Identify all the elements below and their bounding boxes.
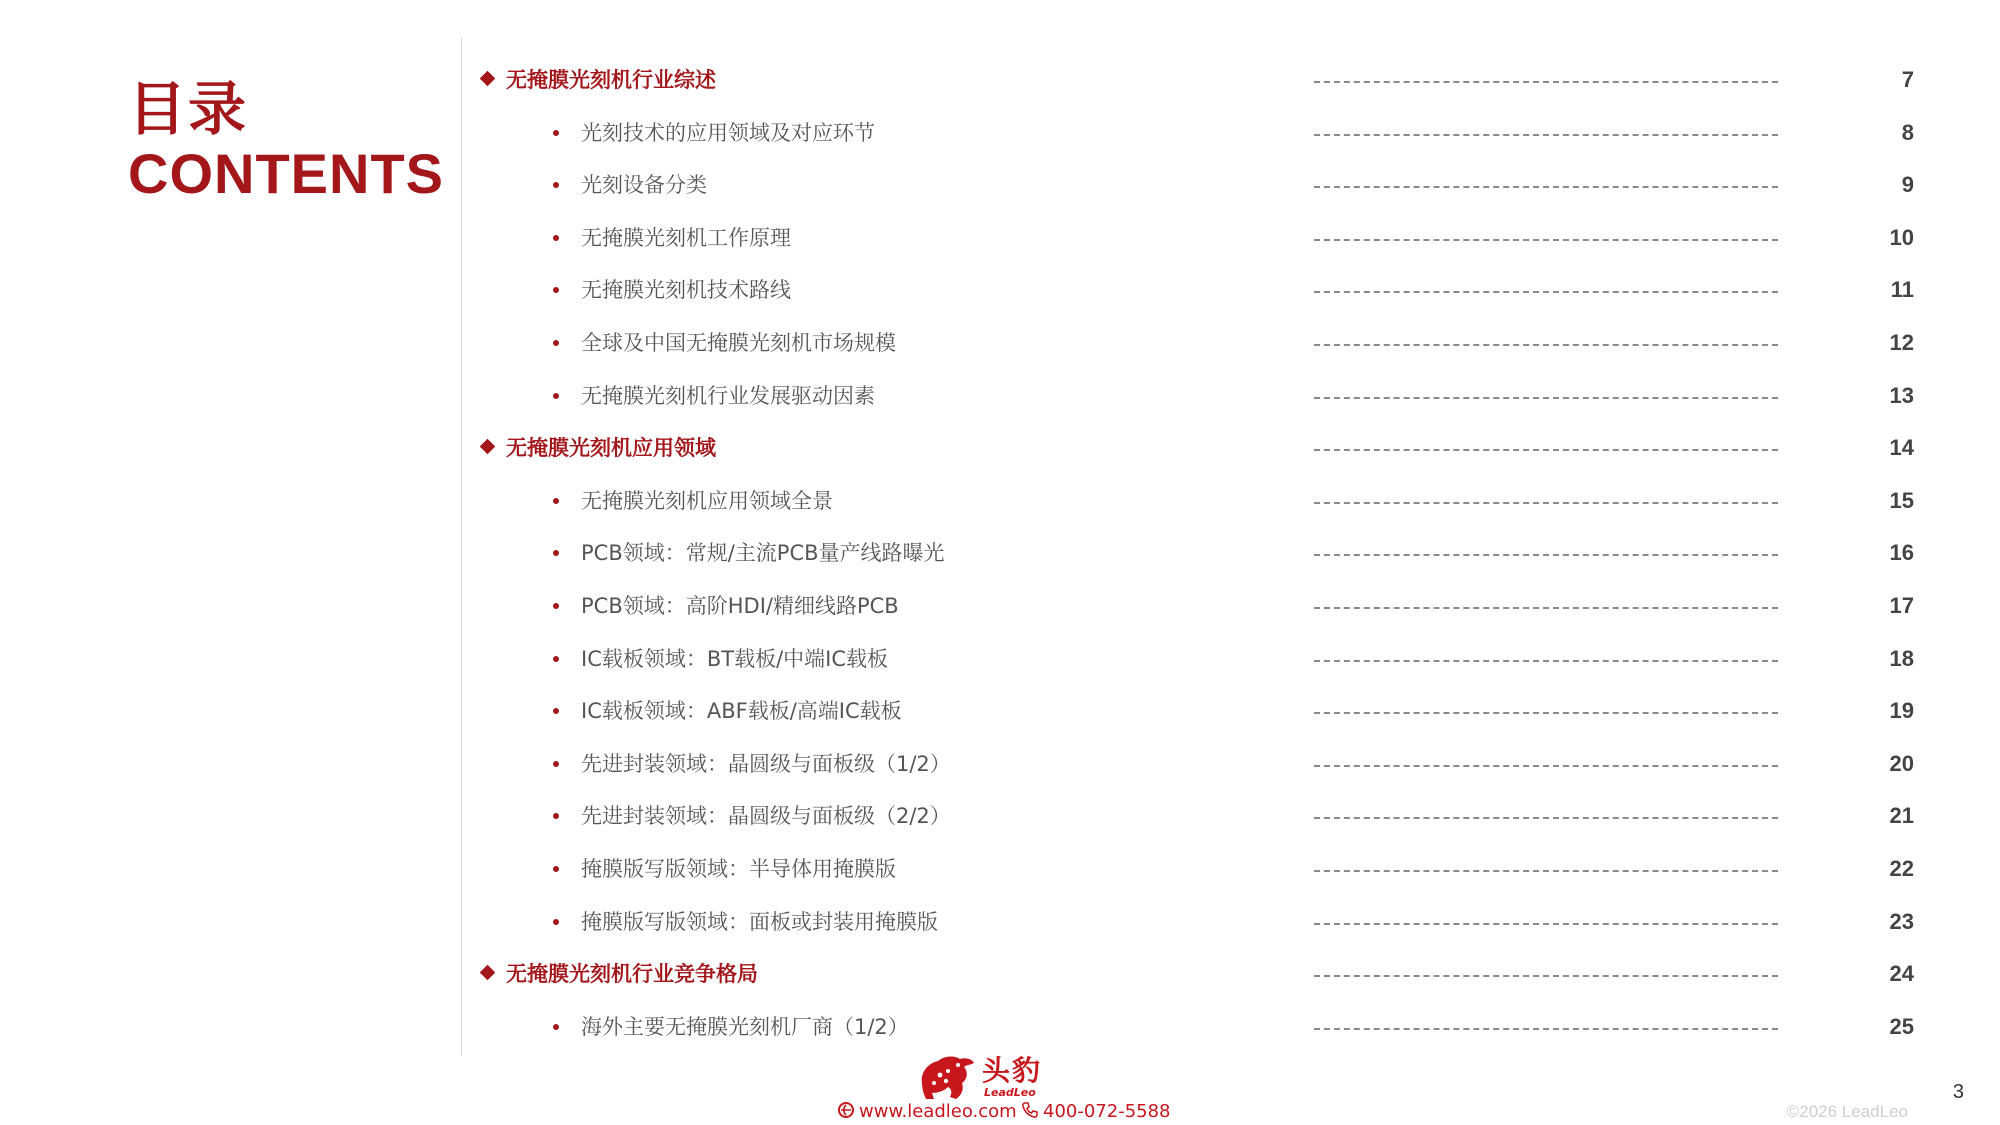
dotted-leader <box>1314 712 1778 714</box>
toc-page-number: 13 <box>1889 382 1914 408</box>
dot-bullet-icon <box>553 393 559 399</box>
dot-bullet-icon <box>553 182 559 188</box>
website-text: www.leadleo.com <box>859 1101 1017 1122</box>
diamond-bullet-icon <box>480 439 496 455</box>
toc-page-number: 19 <box>1889 698 1914 724</box>
leopard-logo-icon <box>918 1053 976 1101</box>
toc-page-number: 10 <box>1889 224 1914 250</box>
dotted-leader <box>1314 1028 1778 1030</box>
toc-item-row[interactable] <box>0 212 2000 264</box>
toc-page-number: 25 <box>1889 1013 1914 1039</box>
toc-item-row[interactable] <box>0 475 2000 527</box>
toc-page-number: 20 <box>1889 750 1914 776</box>
web-icon <box>837 1101 855 1124</box>
brand-name-chinese: 头豹 <box>982 1053 1043 1087</box>
toc-label: IC载板领域：ABF载板/高端IC载板 <box>581 699 902 724</box>
toc-page-number: 11 <box>1890 277 1914 303</box>
dotted-leader <box>1314 397 1778 399</box>
toc-label: 无掩膜光刻机行业综述 <box>506 68 716 92</box>
dotted-leader <box>1314 923 1778 925</box>
dotted-leader <box>1314 502 1778 504</box>
toc-item-row[interactable] <box>0 896 2000 948</box>
toc-label: IC载板领域：BT载板/中端IC载板 <box>581 646 889 671</box>
toc-label: 光刻技术的应用领域及对应环节 <box>581 120 875 145</box>
toc-label: 先进封装领域：晶圆级与面板级（1/2） <box>581 751 951 776</box>
toc-item-row[interactable] <box>0 264 2000 316</box>
toc-item-row[interactable] <box>0 370 2000 422</box>
dot-bullet-icon <box>553 919 559 925</box>
dotted-leader <box>1314 554 1778 556</box>
brand-logo <box>918 1052 1042 1102</box>
toc-item-row[interactable] <box>0 843 2000 895</box>
dotted-leader <box>1314 134 1778 136</box>
toc-section-row[interactable] <box>0 54 2000 106</box>
website-link[interactable] <box>837 1102 1017 1122</box>
toc-label: 无掩膜光刻机应用领域全景 <box>581 488 833 513</box>
toc-item-row[interactable] <box>0 685 2000 737</box>
toc-page-number: 15 <box>1889 487 1914 513</box>
toc-section-row[interactable] <box>0 948 2000 1000</box>
dotted-leader <box>1314 81 1778 83</box>
dot-bullet-icon <box>553 656 559 662</box>
dotted-leader <box>1314 975 1778 977</box>
toc-label: 无掩膜光刻机工作原理 <box>581 225 791 250</box>
dot-bullet-icon <box>553 550 559 556</box>
title-chinese: 目录 <box>128 75 249 143</box>
dotted-leader <box>1314 660 1778 662</box>
dotted-leader <box>1314 239 1778 241</box>
toc-label: 无掩膜光刻机应用领域 <box>506 436 716 461</box>
toc-page-number: 9 <box>1901 172 1914 198</box>
dotted-leader <box>1314 817 1778 819</box>
toc-item-row[interactable] <box>0 107 2000 159</box>
toc-label: 先进封装领域：晶圆级与面板级（2/2） <box>581 804 951 829</box>
dot-bullet-icon <box>553 130 559 136</box>
dotted-leader <box>1314 291 1778 293</box>
dotted-leader <box>1314 449 1778 451</box>
toc-page-number: 22 <box>1889 856 1914 881</box>
toc-item-row[interactable] <box>0 790 2000 842</box>
dot-bullet-icon <box>553 235 559 241</box>
diamond-bullet-icon <box>480 965 496 981</box>
dot-bullet-icon <box>553 866 559 872</box>
toc-label: 光刻设备分类 <box>581 173 707 198</box>
dotted-leader <box>1314 870 1778 872</box>
dot-bullet-icon <box>553 1024 559 1030</box>
toc-section-row[interactable] <box>0 422 2000 474</box>
phone-text: 400-072-5588 <box>1043 1101 1171 1122</box>
toc-item-row[interactable] <box>0 1001 2000 1053</box>
dotted-leader <box>1314 344 1778 346</box>
toc-item-row[interactable] <box>0 317 2000 369</box>
dot-bullet-icon <box>553 603 559 609</box>
diamond-bullet-icon <box>480 71 496 87</box>
toc-label: 无掩膜光刻机行业发展驱动因素 <box>581 383 875 408</box>
toc-label: 无掩膜光刻机行业竞争格局 <box>506 962 758 987</box>
toc-item-row[interactable] <box>0 738 2000 790</box>
dotted-leader <box>1314 765 1778 767</box>
toc-label: 无掩膜光刻机技术路线 <box>581 278 791 303</box>
toc-label: 海外主要无掩膜光刻机厂商（1/2） <box>581 1014 909 1039</box>
copyright: ©2026 LeadLeo <box>1786 1102 1908 1121</box>
toc-label: 掩膜版写版领域：半导体用掩膜版 <box>581 857 896 881</box>
toc-page-number: 8 <box>1901 119 1914 145</box>
phone-link[interactable] <box>1021 1102 1171 1122</box>
toc-item-row[interactable] <box>0 527 2000 579</box>
toc-page-number: 21 <box>1889 803 1914 829</box>
dot-bullet-icon <box>553 498 559 504</box>
toc-page-number: 14 <box>1889 435 1914 461</box>
toc-label: 掩膜版写版领域：面板或封装用掩膜版 <box>581 909 938 934</box>
dotted-leader <box>1314 607 1778 609</box>
dot-bullet-icon <box>553 708 559 714</box>
toc-page-number: 16 <box>1889 540 1914 566</box>
toc-page-number: 17 <box>1889 593 1914 618</box>
toc-label: PCB领域：常规/主流PCB量产线路曝光 <box>581 541 945 566</box>
toc-page-number: 18 <box>1889 645 1914 671</box>
toc-label: PCB领域：高阶HDI/精细线路PCB <box>581 594 899 618</box>
brand-name-english: LeadLeo <box>984 1085 1036 1099</box>
toc-page-number: 24 <box>1889 961 1914 987</box>
toc-page-number: 23 <box>1889 908 1914 934</box>
toc-item-row[interactable] <box>0 159 2000 211</box>
phone-icon <box>1021 1101 1039 1124</box>
dot-bullet-icon <box>553 761 559 767</box>
dot-bullet-icon <box>553 340 559 346</box>
title-english: CONTENTS <box>128 142 444 205</box>
toc-label: 全球及中国无掩膜光刻机市场规模 <box>581 331 896 355</box>
dot-bullet-icon <box>553 287 559 293</box>
dotted-leader <box>1314 186 1778 188</box>
toc-item-row[interactable] <box>0 633 2000 685</box>
toc-page-number: 7 <box>1901 67 1914 92</box>
dot-bullet-icon <box>553 813 559 819</box>
slide-number: 3 <box>1952 1081 1964 1103</box>
toc-page-number: 12 <box>1889 330 1914 355</box>
toc-item-row[interactable] <box>0 580 2000 632</box>
